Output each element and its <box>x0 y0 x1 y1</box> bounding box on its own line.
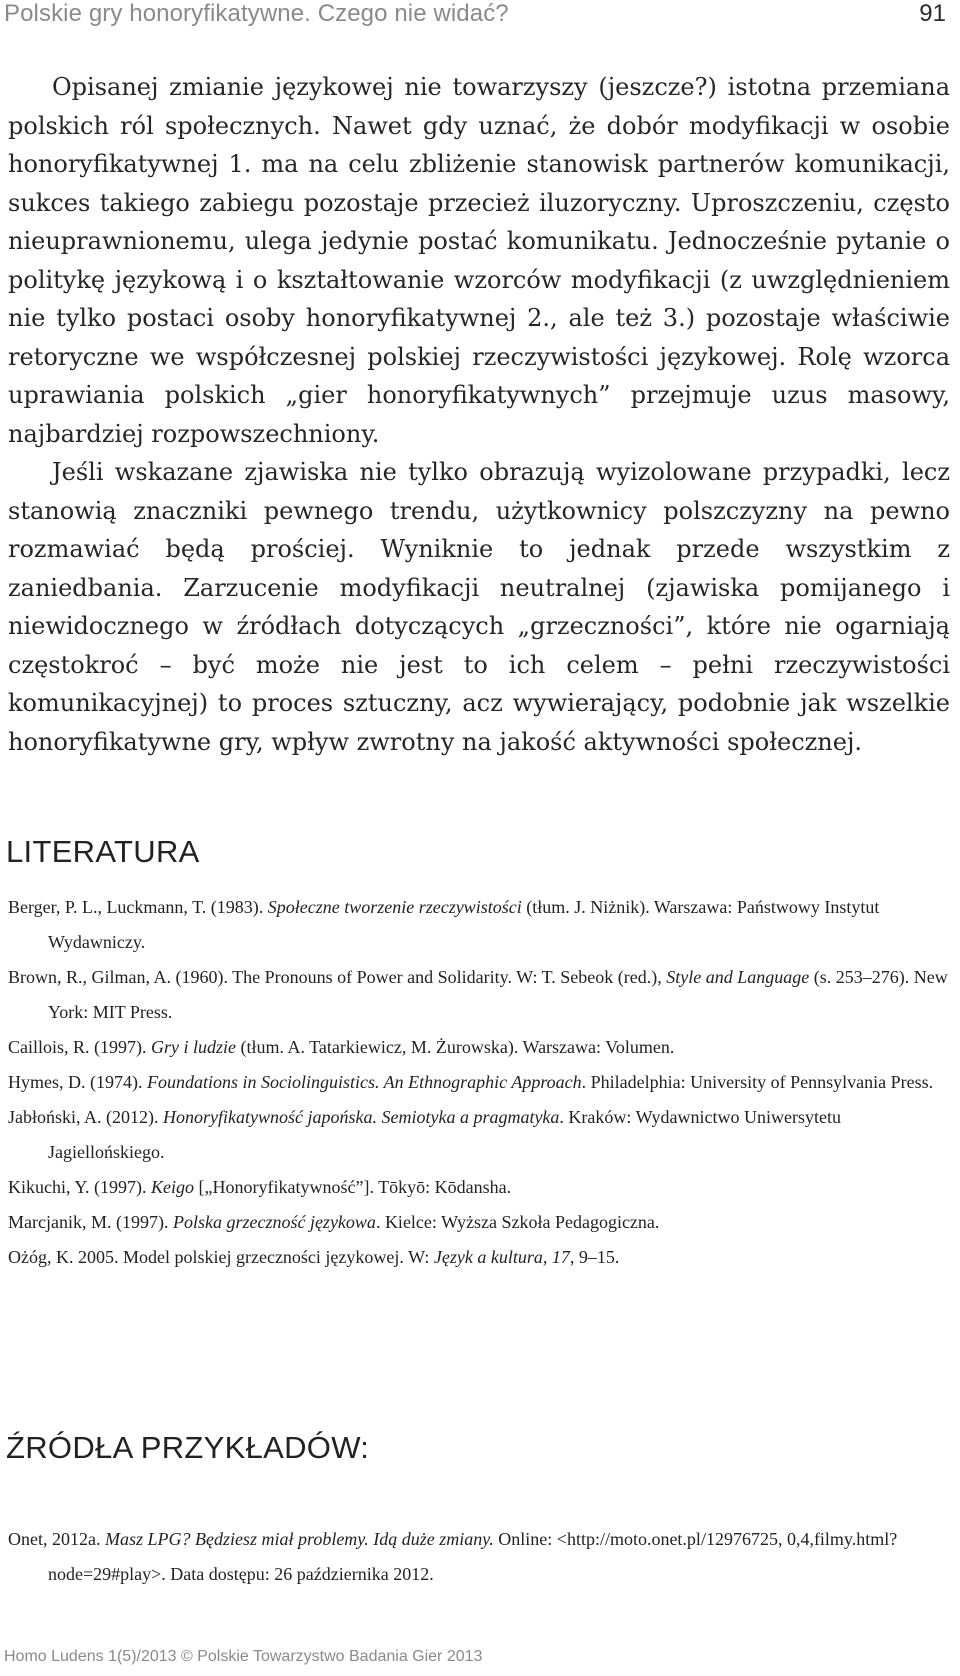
reference-item: Ożóg, K. 2005. Model polskiej grzeczności językowej. W: Język a kultura, 17, 9–15. <box>8 1247 620 1267</box>
body-paragraph: Opisanej zmianie językowej nie towarzyszy (jeszcze?) istotna przemiana polskich ról społecznych. Nawet gdy uznać, że dobór modyfikacji w osobie honoryfikatywnej 1. ma na celu zbliżenie stanowisk partnerów komunikacji, sukces takiego zabiegu pozostaje przecież iluzoryczny. Uproszczeniu, często nieuprawnionemu, ulega jedynie postać komunikatu. Jednocześnie pytanie o politykę językową i o kształtowanie wzorców modyfikacji (z uwzględnieniem nie tylko postaci osoby honoryfikatywnej 2., ale też 3.) pozostaje właściwie retoryczne we współczesnej polskiej rzeczywistości językowej. Rolę wzorca uprawiania polskich „gier honoryfikatywnych” przejmuje uzus masowy, najbardziej rozpowszechniony. <box>8 73 950 448</box>
reference-item: Marcjanik, M. (1997). Polska grzeczność językowa. Kielce: Wyższa Szkoła Pedagogiczna. <box>8 1212 660 1232</box>
reference-title: Honoryfikatywność japońska. Semiotyka a pragmatyka <box>163 1107 560 1127</box>
page-number: 91 <box>919 0 946 27</box>
reference-title: Keigo <box>151 1177 194 1197</box>
section-heading-zrodla: ŹRÓDŁA PRZYKŁADÓW: <box>6 1430 370 1465</box>
reference-title: Polska grzeczność językowa <box>172 1212 376 1232</box>
footer: Homo Ludens 1(5)/2013 © Polskie Towarzystwo Badania Gier 2013 <box>4 1648 483 1665</box>
section-heading-literatura: LITERATURA <box>6 834 200 869</box>
reference-item: Kikuchi, Y. (1997). Keigo [„Honoryfikatywność”]. Tōkyō: Kōdansha. <box>8 1177 512 1197</box>
source-list <box>8 1522 950 1592</box>
body-text <box>8 68 950 761</box>
reference-item: Brown, R., Gilman, A. (1960). The Pronouns of Power and Solidarity. W: T. Sebeok (red.), Style and Language (s. 253–276). New York: MIT Press. <box>8 967 948 1022</box>
reference-title: Język a kultura, 17 <box>433 1247 570 1267</box>
reference-item: Berger, P. L., Luckmann, T. (1983). Społeczne tworzenie rzeczywistości (tłum. J. Niżnik). Warszawa: Państwowy Instytut Wydawniczy. <box>8 897 880 952</box>
body-paragraph: Jeśli wskazane zjawiska nie tylko obrazują wyizolowane przypadki, lecz stanowią znaczniki pewnego trendu, użytkownicy polszczyzny na pewno rozmawiać będą prościej. Wyniknie to jednak przede wszystkim z zaniedbania. Zarzucenie modyfikacji neutralnej (zjawiska pomijanego i niewidocznego w źródłach dotyczących „grzeczności”, które nie ogarniają częstokroć – być może nie jest to ich celem – pełni rzeczywistości komunikacyjnej) to proces sztuczny, acz wywierający, podobnie jak wszelkie honoryfikatywne gry, wpływ zwrotny na jakość aktywności społecznej. <box>8 458 950 756</box>
source-item: Onet, 2012a. Masz LPG? Będziesz miał problemy. Idą duże zmiany. Online: <http://moto.onet.pl/12976725, 0,4,filmy.html?node=29#play>. Data dostępu: 26 października 2012. <box>8 1529 898 1584</box>
running-title: Polskie gry honoryfikatywne. Czego nie widać? <box>4 0 509 27</box>
reference-item: Jabłoński, A. (2012). Honoryfikatywność japońska. Semiotyka a pragmatyka. Kraków: Wydawnictwo Uniwersytetu Jagiellońskiego. <box>8 1107 841 1162</box>
reference-title: Społeczne tworzenie rzeczywistości <box>267 897 522 917</box>
reference-item: Caillois, R. (1997). Gry i ludzie (tłum. A. Tatarkiewicz, M. Żurowska). Warszawa: Volumen. <box>8 1037 675 1057</box>
reference-title: Style and Language <box>666 967 810 987</box>
reference-title: Foundations in Sociolinguistics. An Ethnographic Approach <box>146 1072 582 1092</box>
reference-title: Gry i ludzie <box>151 1037 236 1057</box>
reference-item: Hymes, D. (1974). Foundations in Sociolinguistics. An Ethnographic Approach. Philadelphia: University of Pennsylvania Press. <box>8 1072 934 1092</box>
source-title: Masz LPG? Będziesz miał problemy. Idą duże zmiany. <box>104 1529 494 1549</box>
reference-list <box>8 890 950 1275</box>
